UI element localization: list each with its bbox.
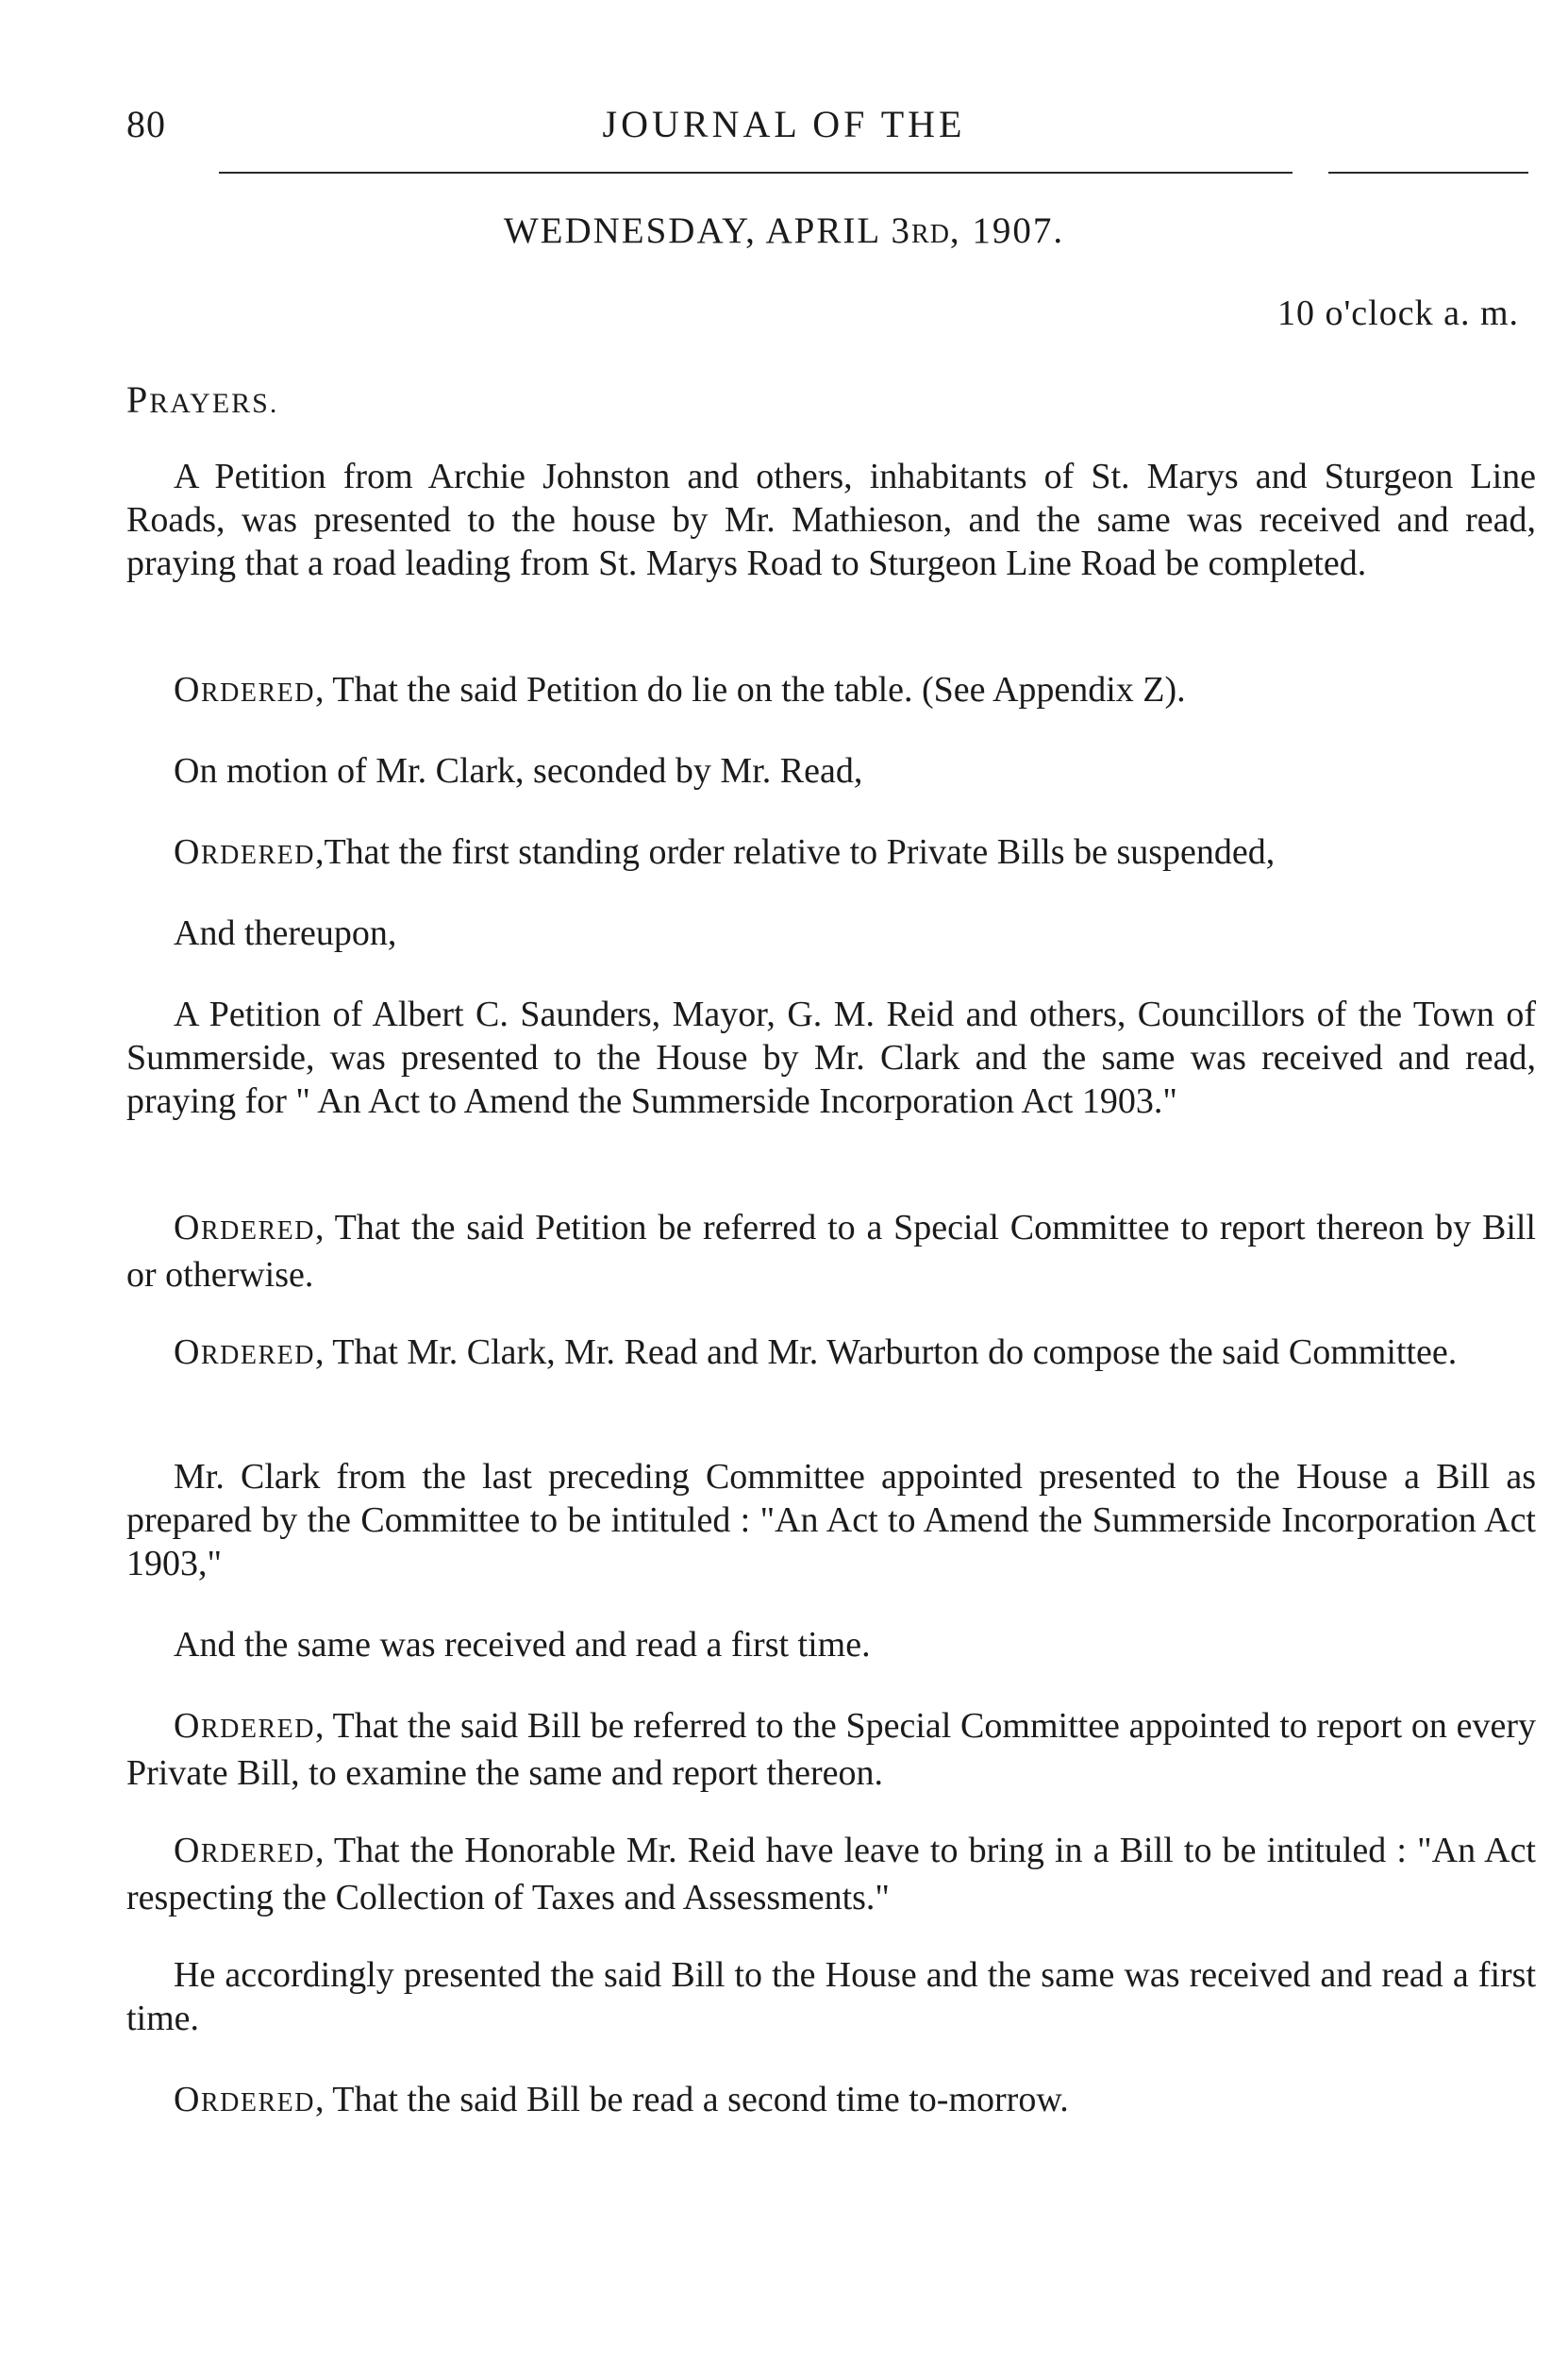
paragraph-motion-clark (126, 749, 1536, 793)
sitting-time: 10 o'clock a. m. (1276, 293, 1519, 333)
paragraph-text: And thereupon, (174, 913, 397, 953)
paragraph-text: , That the said Bill be referred to the Special Committee appointed to report on every Private Bill, to examine the same and report thereon. (126, 1706, 1536, 1793)
paragraph-text: On motion of Mr. Clark, seconded by Mr. Read, (174, 751, 863, 791)
paragraph-text: , That the said Bill be read a second time to-morrow. (314, 2080, 1069, 2119)
paragraph-text: , That Mr. Clark, Mr. Read and Mr. Warburton do compose the said Committee. (314, 1332, 1458, 1372)
paragraph-text: , That the said Petition do lie on the table. (See Appendix Z). (314, 670, 1186, 710)
paragraph-ordered-committee-members (126, 1331, 1536, 1378)
paragraph-text: A Petition from Archie Johnston and others, inhabitants of St. Marys and Sturgeon Line Roads, was presented to the house by Mr. Mathieson, and the same was received and read, praying that a road leading from St. Marys Road to Sturgeon Line Road be completed. (126, 457, 1536, 583)
paragraph-ordered-special-committee (126, 1206, 1536, 1297)
paragraph-text: Mr. Clark from the last preceding Committee appointed presented to the House a Bill as prepared by the Committee to be intituled : "An Act to Amend the Summerside Incorporation Act 1903," (126, 1457, 1536, 1583)
paragraph-ordered-referred (126, 1704, 1536, 1795)
paragraph-text: ,That the first standing order relative to Private Bills be suspended, (314, 832, 1276, 872)
running-title: JOURNAL OF THE (602, 103, 966, 145)
paragraph-bill-received (126, 1953, 1536, 2040)
page-number: 80 (126, 103, 166, 145)
ordered-label: ORDERED (174, 1208, 315, 1247)
ordered-label: ORDERED (174, 1706, 315, 1746)
paragraph-text: A Petition of Albert C. Saunders, Mayor, G. M. Reid and others, Councillors of the Town of Summerside, was presented to the House by Mr. Clark and the same was received and read, praying for " An Act to Amend the Summerside Incorporation Act 1903." (126, 995, 1536, 1121)
paragraph-text: , That the said Petition be referred to a Special Committee to report thereon by Bill or otherwise. (126, 1208, 1536, 1295)
paragraph-text: And the same was received and read a first time. (174, 1625, 871, 1665)
paragraph-text: He accordingly presented the said Bill to the House and the same was received and read a first time. (126, 1955, 1536, 2038)
paragraph-petition-johnston (126, 455, 1536, 585)
paragraph-ordered-second-reading (126, 2078, 1536, 2125)
ordered-label: ORDERED (174, 1831, 315, 1870)
paragraph-first-reading (126, 1623, 1536, 1666)
ordered-label: ORDERED (174, 832, 315, 872)
date-weekday-month: WEDNESDAY, APRIL 3 (503, 210, 912, 251)
paragraph-thereupon (126, 912, 1536, 955)
paragraph-text: , That the Honorable Mr. Reid have leave to bring in a Bill to be intituled : "An Act respecting the Collection of Taxes and Assessments." (126, 1831, 1536, 1917)
date-ordinal-suffix: RD (911, 220, 950, 249)
header-rule-short (1328, 172, 1528, 174)
ordered-label: ORDERED (174, 1332, 315, 1372)
ordered-label: ORDERED (174, 2080, 315, 2119)
header-rule (219, 172, 1293, 174)
paragraph-ordered-leave-bill (126, 1829, 1536, 1919)
prayers-initial: P (126, 378, 150, 421)
date-line (0, 209, 1568, 252)
paragraph-petition-saunders (126, 993, 1536, 1123)
paragraph-bill-presented (126, 1455, 1536, 1585)
prayers-rest: RAYERS. (149, 388, 279, 419)
paragraph-ordered-lie-on-table (126, 668, 1536, 715)
paragraph-ordered-standing-order (126, 830, 1536, 878)
date-year: , 1907. (949, 210, 1065, 251)
ordered-label: ORDERED (174, 670, 315, 710)
prayers-heading (126, 377, 278, 422)
